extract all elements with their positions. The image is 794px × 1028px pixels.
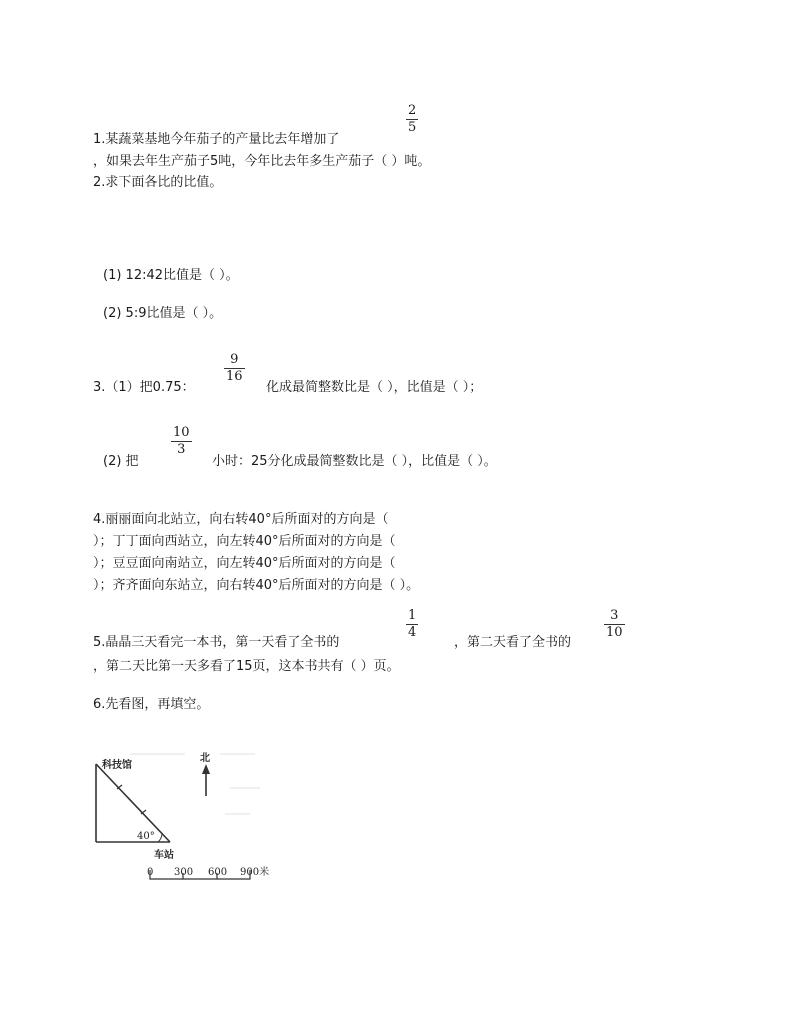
q3-fraction2-numerator: 10 bbox=[173, 425, 190, 440]
q5-fraction2-numerator: 3 bbox=[610, 608, 619, 623]
q1-fraction-numerator: 2 bbox=[408, 103, 417, 118]
q3-fraction1-denominator: 16 bbox=[226, 369, 243, 384]
north-arrow-icon bbox=[202, 764, 210, 796]
q3-fraction2 bbox=[171, 426, 192, 457]
q3-fraction1 bbox=[224, 353, 245, 384]
q3-part1-prefix: 3.（1）把0.75： bbox=[93, 380, 195, 395]
q5-line2: ，第二天比第一天多看了15页，这本书共有（ ）页。 bbox=[93, 659, 400, 674]
q4-line2: ）；丁丁面向西站立，向左转40°后所面对的方向是（ bbox=[93, 534, 396, 549]
q6-title: 6.先看图，再填空。 bbox=[93, 697, 210, 712]
label-north: 北 bbox=[200, 753, 210, 764]
label-museum: 科技馆 bbox=[102, 760, 132, 771]
faint-background-marks bbox=[130, 754, 260, 814]
q2-item1: (1) 12:42比值是（ ）。 bbox=[103, 268, 239, 283]
q5-line1a: 5.晶晶三天看完一本书，第一天看了全书的 bbox=[93, 635, 340, 650]
hypotenuse-ticks bbox=[117, 785, 146, 814]
q3-part2-prefix: (2) 把 bbox=[103, 454, 139, 469]
scale-label-0: 0 bbox=[147, 867, 154, 878]
q2-title: 2.求下面各比的比值。 bbox=[93, 175, 223, 190]
q1-fraction-denominator: 5 bbox=[408, 120, 417, 135]
q3-part1-suffix: 化成最简整数比是（ ），比值是（ ）； bbox=[266, 380, 483, 395]
q5-fraction2-denominator: 10 bbox=[606, 625, 623, 640]
q5-fraction2 bbox=[604, 609, 625, 640]
q5-line1b: ，第二天看了全书的 bbox=[454, 635, 572, 650]
q1-line2: ，如果去年生产茄子5吨，今年比去年多生产茄子（ ）吨。 bbox=[93, 154, 431, 169]
scale-label-900: 900米 bbox=[240, 867, 270, 878]
label-station: 车站 bbox=[154, 850, 174, 861]
q5-fraction1-denominator: 4 bbox=[408, 625, 417, 640]
triangle-figure bbox=[96, 764, 170, 842]
q4-line1: 4.丽丽面向北站立，向右转40°后所面对的方向是（ bbox=[93, 512, 389, 527]
angle-arc bbox=[158, 834, 162, 842]
q3-fraction1-numerator: 9 bbox=[230, 352, 239, 367]
q1-line1: 1.某蔬菜基地今年茄子的产量比去年增加了 bbox=[93, 132, 340, 147]
q5-fraction1 bbox=[406, 609, 418, 640]
q2-item2: (2) 5:9比值是（ ）。 bbox=[103, 306, 223, 321]
q4-line3: ）；豆豆面向南站立，向左转40°后所面对的方向是（ bbox=[93, 556, 396, 571]
q5-fraction1-numerator: 1 bbox=[408, 608, 417, 623]
q4-line4: ）；齐齐面向东站立，向右转40°后所面对的方向是（ ）。 bbox=[93, 578, 420, 593]
q3-part2-suffix: 小时：25分化成最简整数比是（ ），比值是（ ）。 bbox=[212, 454, 497, 469]
label-angle: 40° bbox=[137, 831, 155, 842]
scale-label-300: 300 bbox=[174, 867, 194, 878]
q6-figure bbox=[90, 748, 290, 888]
q1-fraction bbox=[406, 104, 418, 135]
q3-fraction2-denominator: 3 bbox=[177, 442, 186, 457]
scale-bar bbox=[150, 870, 250, 879]
scale-label-600: 600 bbox=[208, 867, 228, 878]
